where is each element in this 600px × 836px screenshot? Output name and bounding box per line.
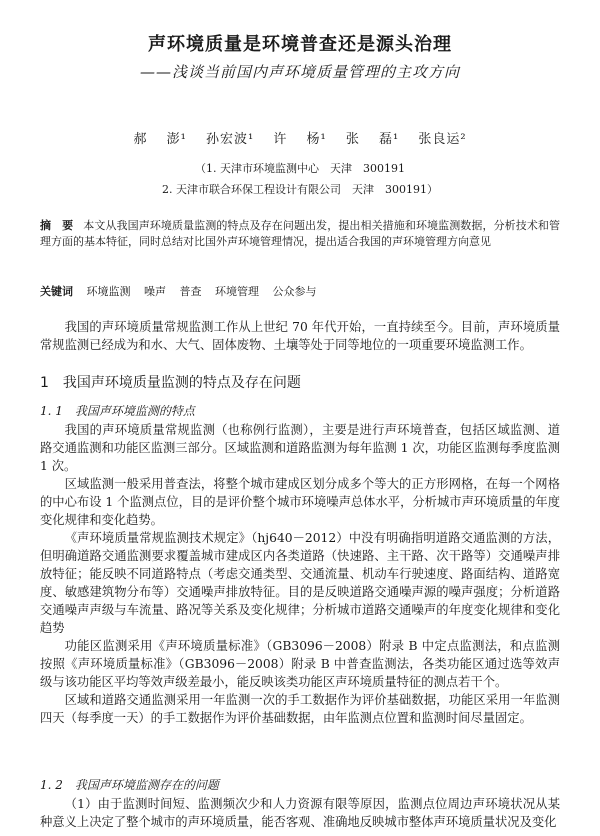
intro-paragraph	[40, 318, 560, 354]
paragraph: 我国的声环境质量常规监测工作从上世纪 70 年代开始，一直持续至今。目前，声环境质量常规监测已经成为和水、大气、固体废物、土壤等处于同等地位的一项重要环境监测工作。	[40, 320, 560, 352]
keyword: 环境监测	[86, 285, 131, 298]
keyword: 公众参与	[272, 285, 317, 298]
author-name: 孙宏波¹	[205, 132, 255, 147]
paper-subtitle: ——浅谈当前国内声环境质量管理的主攻方向	[139, 63, 460, 81]
paragraph: 《声环境质量常规监测技术规定》（hj640－2012）中没有明确指明道路交通监测的方法，但明确道路交通监测要求覆盖城市建成区内各类道路（快速路、主干路、次干路等）交通噪声排放特征；能反映不同道路特点（考虑交通类型、交通流量、机动车行驶速度、路面结构、道路宽度、敏感建筑物分布等）交通噪声排放特征。目的是反映道路交通噪声源的噪声强度；分析道路交通噪声声级与车流量、路况等关系及变化规律；分析城市道路交通噪声的年度变化规律和变化趋势	[40, 531, 560, 635]
keyword: 环境管理	[215, 285, 259, 298]
abstract	[40, 218, 560, 250]
keywords	[40, 283, 560, 299]
section-heading: 1 我国声环境质量监测的特点及存在问题	[40, 375, 301, 391]
affiliation-2: 2. 天津市联合环保工程设计有限公司 天津 300191）	[162, 183, 438, 196]
author-name: 张良运²	[418, 132, 467, 147]
keyword: 普查	[179, 285, 202, 298]
subsection-heading: 1. 2 我国声环境监测存在的问题	[40, 778, 219, 792]
abstract-label: 摘 要	[40, 219, 74, 232]
paragraph: 功能区监测采用《声环境质量标准》（GB3096－2008）附录 B 中定点监测法，和点监测按照《声环境质量标准》（GB3096－2008）附录 B 中普查监测法，各类功能区通过选等效声级与该功能区平均等效声级差最小，能反映该类功能区声环境质量特征的测点若干个。	[40, 639, 560, 689]
paragraph: 区域和道路交通监测采用一年监测一次的手工数据作为评价基础数据，功能区采用一年监测四天（每季度一天）的手工数据作为评价基础数据，由年监测点位置和监测时间尽量固定。	[40, 693, 560, 725]
section-1-2-body	[40, 795, 560, 831]
paper-title: 声环境质量是环境普查还是源头治理	[148, 34, 452, 55]
paragraph: 区域监测一般采用普查法，将整个城市建成区划分成多个等大的正方形网格，在每一个网格的中心布设 1 个监测点位，目的是评价整个城市环境噪声总体水平，分析城市声环境质量的年度变化规律和变化趋势。	[40, 477, 560, 527]
keywords-label: 关键词	[40, 285, 73, 298]
paragraph: 我国的声环境质量常规监测（也称例行监测），主要是进行声环境普查，包括区域监测、道路交通监测和功能区监测三部分。区域监测和道路监测为每年监测 1 次，功能区监测每季度监测 1 次。	[40, 423, 560, 473]
section-1-1-body	[40, 421, 560, 727]
keyword: 噪声	[144, 285, 166, 298]
paragraph: （1）由于监测时间短、监测频次少和人力资源有限等原因，监测点位周边声环境状况从某种意义上决定了整个城市的声环境质量，能否客观、准确地反映城市整体声环境质量状况及变化	[40, 797, 560, 829]
author-name: 张 磊¹	[345, 132, 400, 147]
author-name: 许 杨¹	[273, 132, 327, 147]
author-list	[0, 128, 600, 147]
author-name: 郝 澎¹	[133, 132, 187, 147]
subsection-heading: 1. 1 我国声环境监测的特点	[40, 404, 195, 418]
affiliation-1: （1. 天津市环境监测中心 天津 300191	[195, 162, 405, 175]
abstract-text: 本文从我国声环境质量监测的特点及存在问题出发，提出相关措施和环境监测数据，分析技术和管理方面的基本特征，同时总结对比国外声环境管理情况，提出适合我国的声环境管理方向意见	[40, 219, 561, 248]
